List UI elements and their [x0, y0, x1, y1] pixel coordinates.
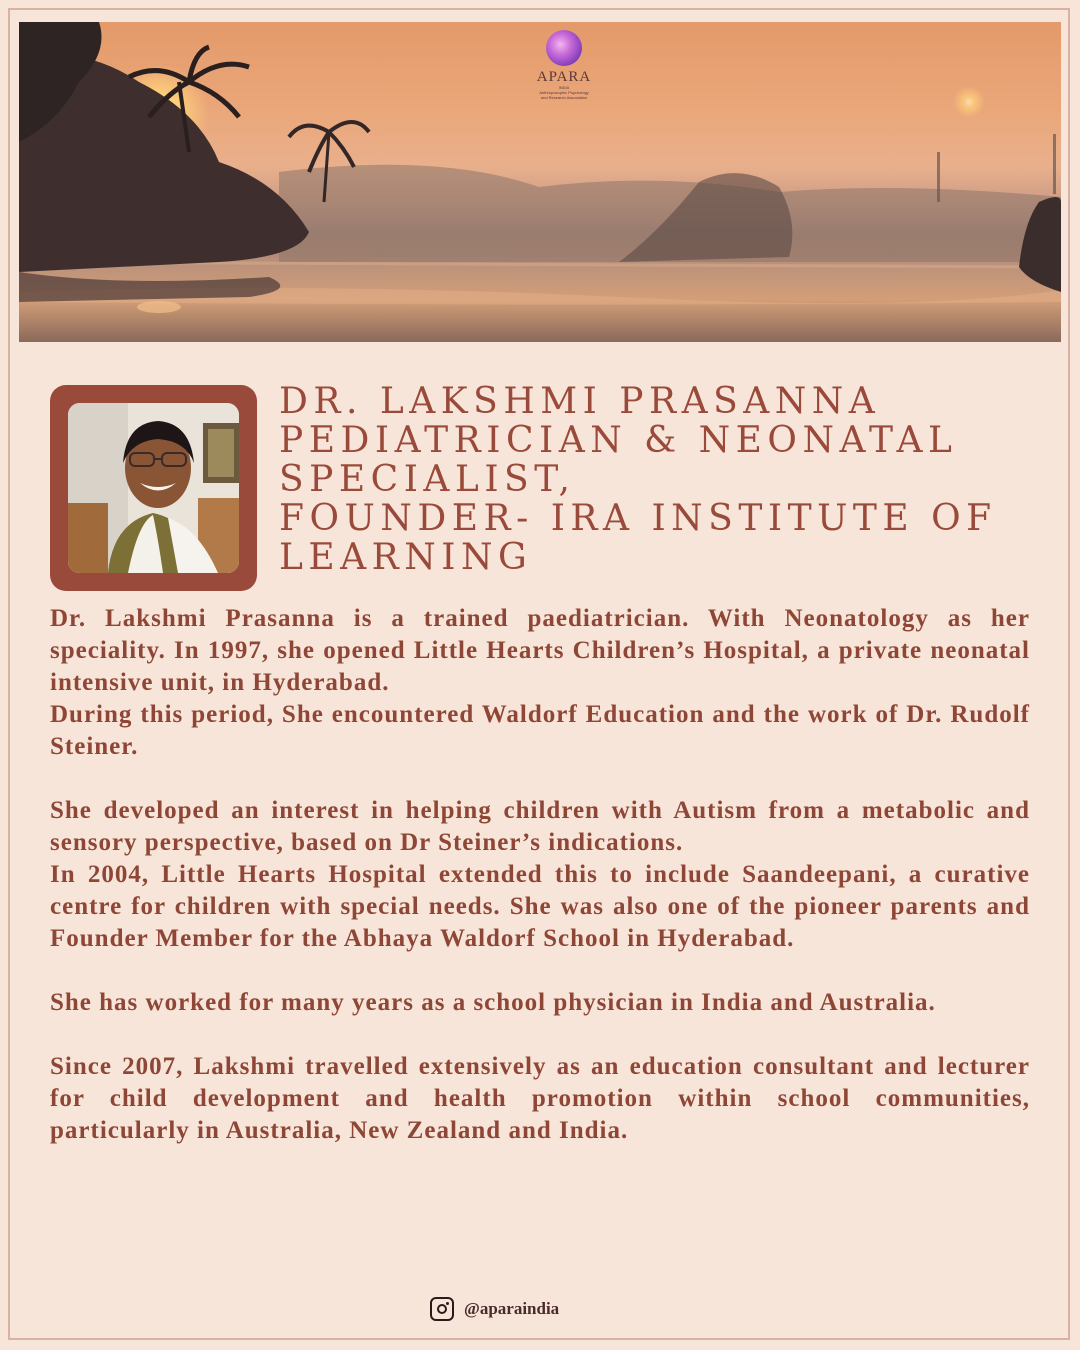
bio-paragraph: She has worked for many years as a school physician in India and Australia. — [50, 989, 936, 1016]
apara-logo — [514, 30, 614, 100]
title-line: PEDIATRICIAN & NEONATAL — [279, 420, 958, 461]
sunset-banner-image — [19, 22, 1061, 342]
logo-sub-line: and Research Association — [540, 95, 588, 100]
title-line: LEARNING — [279, 537, 533, 578]
apara-logo-mark — [546, 30, 582, 66]
logo-sub-line: Anthroposophic Psychology — [539, 90, 589, 95]
profile-heading — [279, 382, 1059, 577]
title-line: SPECIALIST, — [279, 459, 576, 500]
logo-sub-line: INDIA — [558, 85, 570, 90]
logo-name: APARA — [536, 69, 592, 85]
bio-paragraph: She developed an interest in helping children with Autism from a metabolic and sensory perspective, based on Dr Steiner’s indications. — [50, 797, 1030, 856]
bio-paragraph: In 2004, Little Hearts Hospital extended this to include Saandeepani, a curative centre for children with special needs. She was also one of the pioneer parents and Founder Member for the Abhaya Waldorf School in Hyderabad. — [50, 861, 1030, 952]
instagram-icon[interactable] — [430, 1297, 454, 1321]
bio-paragraph: During this period, She encountered Waldorf Education and the work of Dr. Rudolf Steiner. — [50, 701, 1030, 760]
bio-text — [50, 603, 1030, 1147]
doctor-name: DR. LAKSHMI PRASANNA — [279, 381, 881, 422]
social-footer[interactable] — [430, 1294, 559, 1324]
profile-photo — [68, 403, 239, 573]
instagram-handle[interactable]: @aparaindia — [464, 1299, 560, 1318]
bio-paragraph: Dr. Lakshmi Prasanna is a trained paediatrician. With Neonatology as her speciality. In 1997, she opened Little Hearts Children’s Hospital, a private neonatal intensive unit, in Hyderabad. — [50, 605, 1030, 696]
profile-photo-frame — [50, 385, 257, 591]
title-line: FOUNDER- IRA INSTITUTE OF — [279, 498, 997, 539]
bio-paragraph: Since 2007, Lakshmi travelled extensively as an education consultant and lecturer for child development and health promotion within school communities, particularly in Australia, New Zealand and India. — [50, 1053, 1030, 1144]
